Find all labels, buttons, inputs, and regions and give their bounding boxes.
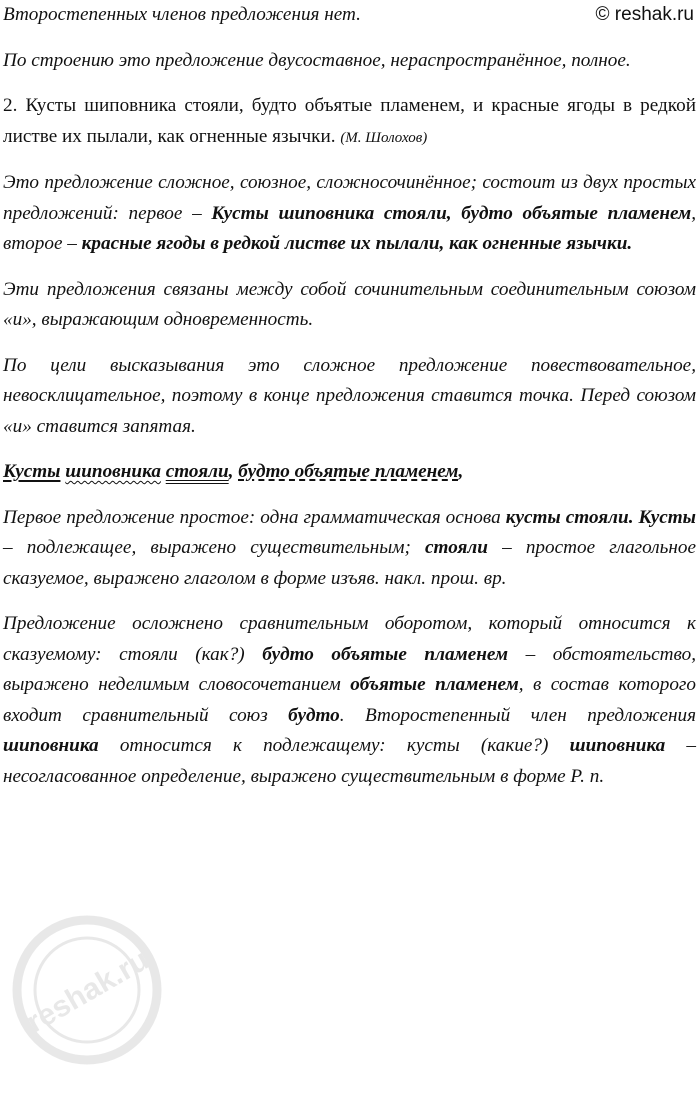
p6-bold-b: будто объятые пламенем — [262, 643, 509, 665]
p6-text-a: Предложение осложнено сравнительным оборотом, который относится к сказуемому: стояли (как?) — [3, 613, 696, 665]
p6-bold-d: объятые пламенем — [350, 674, 519, 695]
p2-second-clause: красные ягоды в редкой листве их пылали, как огненные язычки. — [81, 233, 633, 254]
header-line — [0, 0, 700, 31]
paragraph-first-clause — [0, 503, 700, 595]
parsed-predicate: стояли — [165, 461, 229, 482]
copyright-label: © reshak.ru — [595, 4, 694, 25]
task-2-text: 2. Кусты шиповника стояли, будто объятые пламенем, и красные ягоды в редкой листве их пылали, как огненные язычки. — [3, 95, 696, 147]
paragraph-connection: Эти предложения связаны между собой сочинительным соединительным союзом «и», выражающим одновременность. — [3, 278, 696, 330]
p6-text-e: , в состав которого входит сравнительный союз — [3, 674, 697, 726]
p2-first-clause: Кусты шиповника стояли, будто объятые пламенем — [211, 202, 692, 224]
parsed-attribute: шиповника — [65, 461, 161, 482]
parsed-adverbial: будто объятые пламенем — [238, 461, 459, 482]
paragraph-complex-sentence — [0, 168, 700, 260]
parsed-comma-2: , — [458, 461, 464, 482]
task-2-sentence — [0, 91, 700, 153]
watermark-text: reshak.ru — [21, 943, 155, 1040]
p6-text-i: относится к подлежащему: кусты (какие?) — [98, 735, 570, 756]
header-text: Второстепенных членов предложения нет. — [3, 4, 361, 25]
p5-text-e: – простое глагольное сказуемое, выражено глаголом в форме изъяв. накл. прош. вр. — [3, 537, 696, 589]
p5-text-a: Первое предложение простое: одна грамматическая основа — [3, 506, 506, 528]
p6-bold-f: будто — [288, 704, 340, 726]
paragraph-structure: По строению это предложение двусоставное, нераспространённое, полное. — [3, 49, 631, 71]
p2-text-c: , второе – — [3, 202, 696, 254]
task-2-source: (М. Шолохов) — [340, 129, 428, 146]
parsed-sentence — [0, 457, 700, 488]
parsed-subject: Кусты — [3, 461, 61, 482]
p6-bold-h: шиповника — [3, 735, 99, 756]
p6-text-c: – обстоятельство, выражено неделимым словосочетанием — [3, 643, 696, 695]
paragraph-purpose: По цели высказывания это сложное предложение повествовательное, невосклицательное, поэтому в конце предложения ставится точка. Перед союзом «и» ставится запятая. — [3, 354, 696, 437]
p5-bold-b: кусты стояли. Кусты — [505, 506, 696, 528]
p5-text-c: – подлежащее, выражено существительным; — [3, 537, 425, 558]
p6-text-g: . Второстепенный член предложения — [339, 704, 696, 726]
p6-text-k: – несогласованное определение, выражено существительным в форме Р. п. — [3, 735, 697, 787]
parsed-comma-1: , — [228, 461, 234, 482]
p2-text-a: Это предложение сложное, союзное, сложносочинённое; состоит из двух простых предложений: первое – — [3, 172, 696, 224]
p5-bold-d: стояли — [425, 537, 488, 558]
reshak-watermark — [2, 905, 172, 1075]
paragraph-comparative — [0, 609, 700, 792]
p6-bold-j: шиповника — [569, 735, 666, 756]
